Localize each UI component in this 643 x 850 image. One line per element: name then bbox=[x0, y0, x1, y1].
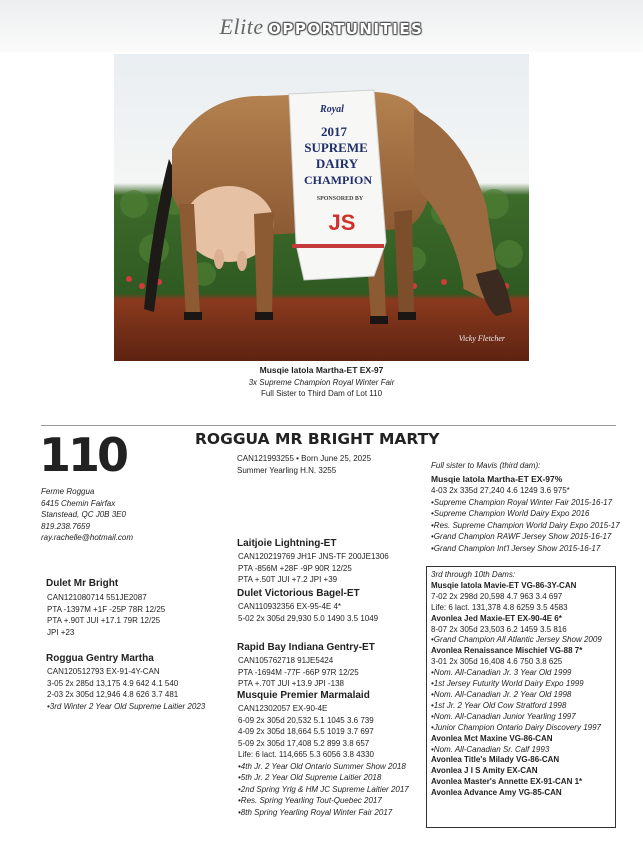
dam-dam-award: •8th Spring Yearling Royal Winter Fair 2017 bbox=[238, 807, 393, 817]
dams-list bbox=[431, 570, 602, 799]
dam-dam-award: •Res. Spring Yearling Tout-Quebec 2017 bbox=[238, 796, 382, 805]
dam-sire-name: Rapid Bay Indiana Gentry-ET bbox=[237, 642, 375, 653]
full-sister-block bbox=[431, 460, 620, 554]
sire-dam-name: Dulet Victorious Bagel-ET bbox=[237, 588, 360, 599]
dam5-name: Avonlea Renaissance Mischief VG-88 7* bbox=[431, 646, 583, 656]
dam-sire-line: PTA +.70T JUI +13.9 JPI -138 bbox=[238, 679, 344, 688]
dam6-award: •Nom. All-Canadian Sr. Calf 1993 bbox=[431, 744, 550, 754]
header-banner bbox=[0, 0, 643, 52]
dam-dam-name: Musquie Premier Marmalaid bbox=[237, 690, 370, 701]
dam5-award: •Nom. All-Canadian Junior Yearling 1997 bbox=[431, 711, 576, 721]
header-elite-word: Elite bbox=[219, 14, 264, 39]
consignor-address: 6415 Chemin Fairfax bbox=[41, 498, 116, 508]
dam-dam-line: 6-09 2x 305d 20,532 5.1 1045 3.6 739 bbox=[238, 715, 374, 725]
sire-dam-line: 5-02 2x 305d 29,930 5.0 1490 3.5 1049 bbox=[238, 613, 379, 623]
lot-registration bbox=[237, 453, 371, 476]
dam5-award: •1st Jr. 2 Year Old Cow Stratford 1998 bbox=[431, 700, 567, 710]
dam-dam-award: •2nd Spring Yrlg & HM JC Supreme Laitier 2017 bbox=[238, 784, 409, 794]
dam9-name: Avonlea Master's Annette EX-91-CAN 1* bbox=[431, 777, 583, 787]
blanket-supreme: SUPREME bbox=[304, 140, 368, 155]
dam10-name: Avonlea Advance Amy VG-85-CAN bbox=[431, 788, 562, 798]
full-sister-intro: Full sister to Mavis (third dam): bbox=[431, 461, 541, 470]
dam-award: •3rd Winter 2 Year Old Supreme Laitier 2023 bbox=[47, 701, 206, 711]
consignor-city: Stanstead, QC J0B 3E0 bbox=[41, 510, 126, 519]
dam3-line: 7-02 2x 298d 20,598 4.7 963 3.4 697 bbox=[431, 591, 563, 601]
full-sister-award: •Grand Champion RAWF Jersey Show 2015-16-17 bbox=[431, 532, 612, 541]
sire-details bbox=[47, 592, 165, 638]
dam6-name: Avonlea Mct Maxine VG-86-CAN bbox=[431, 733, 553, 743]
blanket-royal: Royal bbox=[320, 104, 344, 115]
dams-heading: 3rd through 10th Dams: bbox=[431, 570, 516, 579]
dam3-name: Musqie Iatola Mavie-ET VG-86-3Y-CAN bbox=[431, 580, 577, 590]
lot-cow-name: ROGGUA MR BRIGHT MARTY bbox=[195, 430, 440, 448]
sire-line: JPI +23 bbox=[47, 627, 75, 637]
dam-dam-award: •5th Jr. 2 Year Old Supreme Laitier 2018 bbox=[238, 773, 382, 782]
sire-name: Dulet Mr Bright bbox=[46, 578, 119, 589]
blanket-sponsored: SPONSORED BY bbox=[316, 196, 364, 202]
blanket-sponsor-logo: JS bbox=[328, 210, 356, 235]
full-sister-award: •Supreme Champion World Dairy Expo 2016 bbox=[431, 509, 590, 518]
sire-line: CAN121080714 551JE2087 bbox=[47, 593, 147, 602]
consignor-email[interactable]: ray.rachelle@hotmail.com bbox=[41, 533, 134, 542]
sire-dam-details bbox=[238, 601, 378, 624]
dam5-award: •Junior Champion Ontario Dairy Discovery 1997 bbox=[431, 722, 601, 732]
lot-reg-line: CAN121993255 • Born June 25, 2025 bbox=[237, 454, 372, 463]
consignor-phone: 819.238.7659 bbox=[41, 521, 90, 531]
blanket-champion: CHAMPION bbox=[304, 173, 372, 187]
full-sister-record: 4-03 2x 335d 27,240 4.6 1249 3.6 975* bbox=[431, 486, 570, 495]
dam-line: 2-03 2x 305d 12,946 4.8 626 3.7 481 bbox=[47, 690, 179, 699]
full-sister-award: •Supreme Champion Royal Winter Fair 2015-16-17 bbox=[431, 497, 613, 507]
sire-sire-line: CAN120219769 JH1F JNS-TF 200JE1306 bbox=[238, 552, 389, 561]
header-title bbox=[0, 14, 643, 40]
lot-class-line: Summer Yearling H.N. 3255 bbox=[237, 465, 337, 475]
dam7-name: Avonlea Title's Milady VG-86-CAN bbox=[431, 755, 560, 765]
dam-line: CAN120512793 EX-91-4Y-CAN bbox=[47, 667, 160, 676]
full-sister-award: •Grand Champion Int'l Jersey Show 2015-16-17 bbox=[431, 543, 601, 553]
dam5-line: 3-01 2x 305d 16,408 4.6 750 3.8 625 bbox=[431, 657, 563, 667]
sire-sire-line: PTA -856M +28F -9P 90R 12/25 bbox=[238, 563, 352, 573]
photo-caption-line1: 3x Supreme Champion Royal Winter Fair bbox=[248, 378, 395, 387]
consignor-block bbox=[41, 486, 133, 544]
dam4-line: 8-07 2x 305d 23,503 6.2 1459 3.5 816 bbox=[431, 624, 567, 634]
photo-caption-line2: Full Sister to Third Dam of Lot 110 bbox=[260, 389, 383, 398]
section-divider bbox=[41, 425, 616, 426]
dam4-award: •Grand Champion All Atlantic Jersey Show 2009 bbox=[431, 635, 602, 645]
dam-dam-line: Life: 6 lact. 114,665 5.3 6056 3.8 4330 bbox=[238, 750, 374, 759]
dam5-award: •1st Jersey Futurity World Dairy Expo 1999 bbox=[431, 679, 584, 689]
dam-dam-details bbox=[238, 703, 409, 818]
dam-sire-line: PTA -1694M -77F -66P 97R 12/25 bbox=[238, 667, 359, 677]
sire-dam-line: CAN110932356 EX-95-4E 4* bbox=[238, 602, 342, 611]
dam-sire-line: CAN105762718 91JE5424 bbox=[238, 656, 334, 665]
sire-sire-details bbox=[238, 551, 389, 586]
dam3-line: Life: 6 lact. 131,378 4.8 6259 3.5 4583 bbox=[431, 602, 568, 612]
dam-sire-details bbox=[238, 655, 359, 690]
dam-line: 3-05 2x 285d 13,175 4.9 642 4.1 540 bbox=[47, 678, 179, 688]
blanket-year: 2017 bbox=[321, 124, 347, 139]
dam-details bbox=[47, 666, 205, 712]
lot-number: 110 bbox=[39, 428, 127, 482]
sire-sire-name: Laitjoie Lightning-ET bbox=[237, 538, 337, 549]
dam5-award: •Nom. All-Canadian Jr. 2 Year Old 1998 bbox=[431, 689, 572, 699]
blanket-dairy: DAIRY bbox=[315, 156, 359, 171]
sire-line: PTA +.90T JUI +17.1 79R 12/25 bbox=[47, 616, 161, 625]
consignor-farm: Ferme Roggua bbox=[41, 487, 95, 496]
sire-line: PTA -1397M +1F -25P 78R 12/25 bbox=[47, 604, 166, 614]
photo-caption-name: Musqie Iatola Martha-ET EX-97 bbox=[259, 365, 384, 375]
full-sister-award: •Res. Supreme Champion World Dairy Expo 2015-17 bbox=[431, 520, 620, 530]
dam-name: Roggua Gentry Martha bbox=[46, 653, 154, 664]
dam-dam-line: CAN12302057 EX-90-4E bbox=[238, 704, 328, 713]
dam5-award: •Nom. All-Canadian Jr. 3 Year Old 1999 bbox=[431, 668, 572, 678]
dam-dam-award: •4th Jr. 2 Year Old Ontario Summer Show 2018 bbox=[238, 761, 406, 771]
cow-photo-illustration bbox=[114, 54, 529, 361]
header-opportunities-word: OPPORTUNITIES bbox=[268, 20, 424, 38]
dam8-name: Avonlea J I S Amity EX-CAN bbox=[431, 766, 538, 776]
photographer-signature: Vicky Fletcher bbox=[458, 334, 505, 343]
cow-photo bbox=[114, 54, 529, 361]
dam-dam-line: 4-09 2x 305d 18,664 5.5 1019 3.7 697 bbox=[238, 727, 374, 736]
sire-sire-line: PTA +.50T JUI +7.2 JPI +39 bbox=[238, 575, 338, 584]
full-sister-name: Musqie Iatola Martha-ET EX-97% bbox=[431, 473, 563, 484]
dam-dam-line: 5-09 2x 305d 17,408 5.2 899 3.8 657 bbox=[238, 738, 370, 748]
dam4-name: Avonlea Jed Maxie-ET EX-90-4E 6* bbox=[431, 613, 562, 623]
